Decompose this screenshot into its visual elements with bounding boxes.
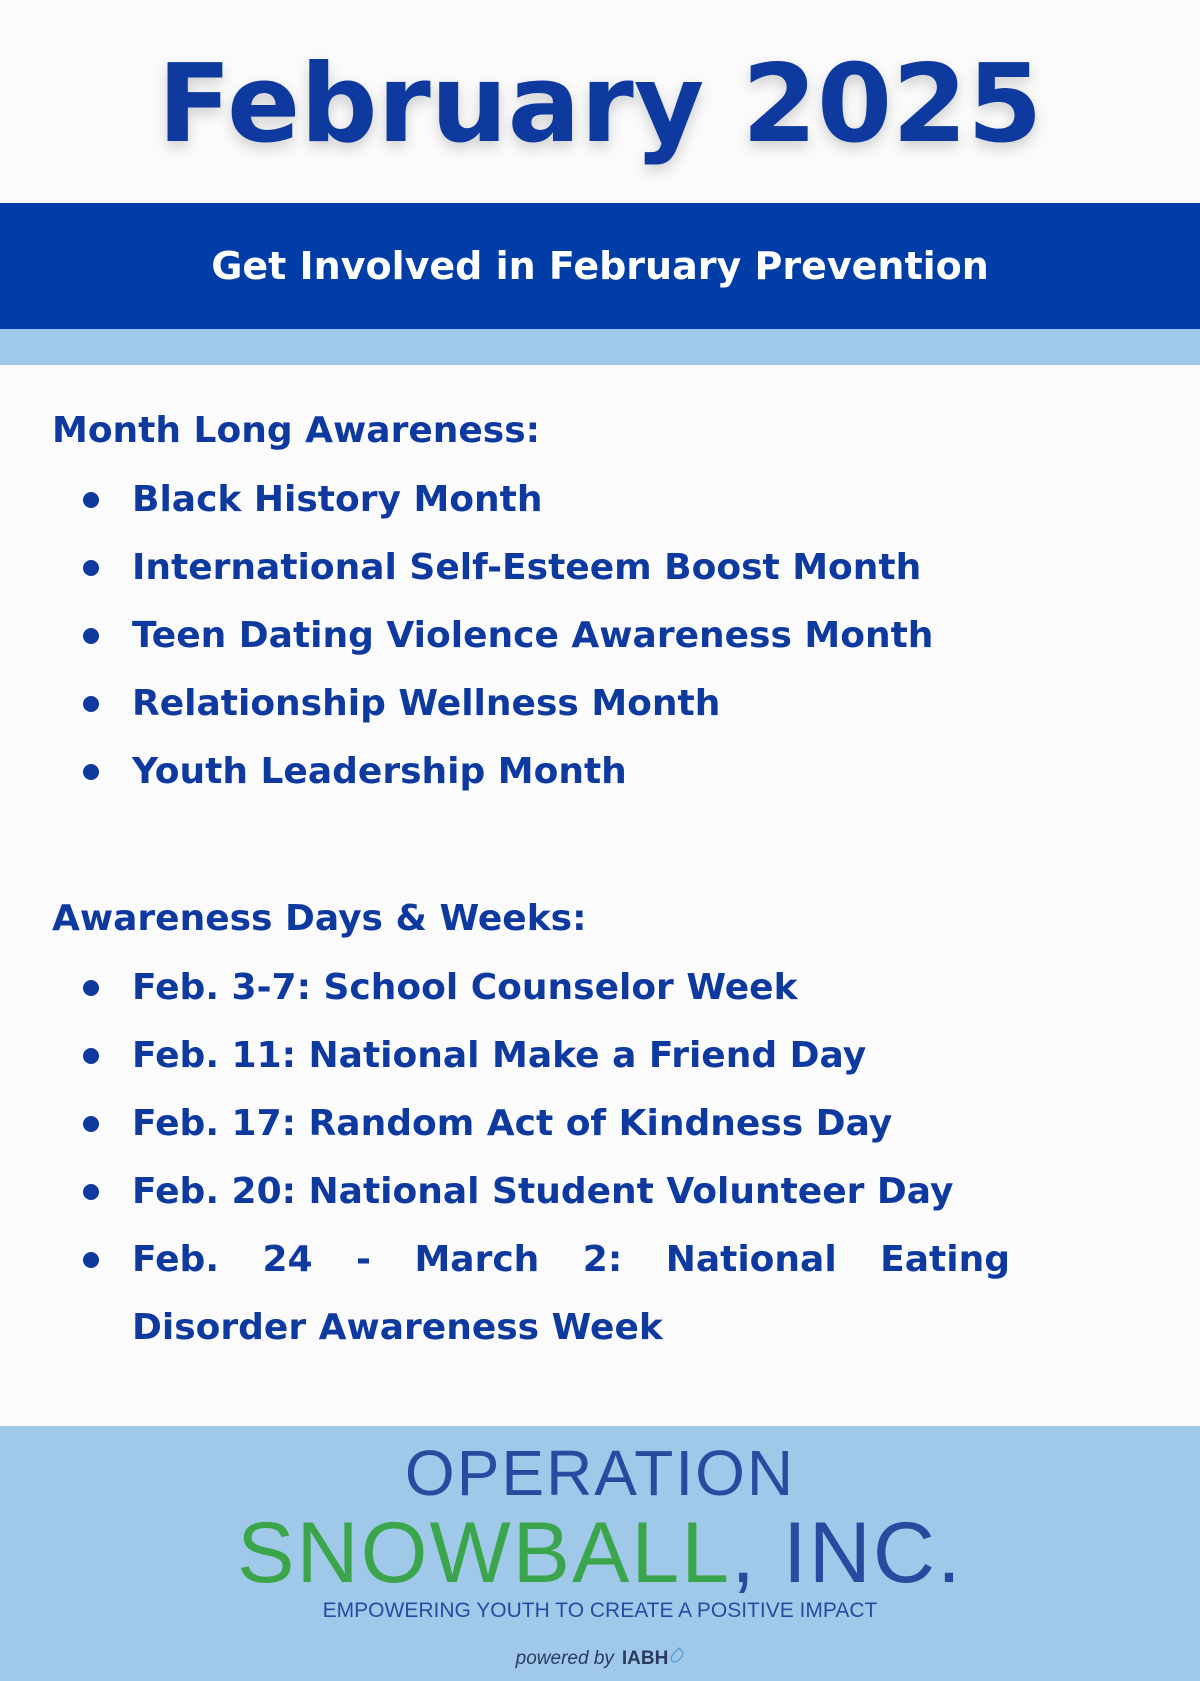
logo-snowball-word: SNOWBALL <box>237 1505 732 1601</box>
list-item <box>80 954 1010 1022</box>
list-item <box>80 670 1010 738</box>
bullet-icon <box>83 696 99 712</box>
bullet-icon <box>83 1252 99 1268</box>
list-item-text: Feb. 20: National Student Volunteer Day <box>132 1171 954 1212</box>
list-item-text: Feb. 3-7: School Counselor Week <box>132 967 798 1008</box>
list-item <box>80 1158 1010 1226</box>
list-item-text: Feb. 11: National Make a Friend Day <box>132 1035 867 1076</box>
powered-by <box>0 1645 1200 1672</box>
logo-inc: , INC. <box>731 1505 963 1601</box>
list-item-text: International Self-Esteem Boost Month <box>132 547 922 588</box>
powered-by-label: powered by <box>515 1648 614 1669</box>
logo-tagline: EMPOWERING YOUTH TO CREATE A POSITIVE IMPACT <box>322 1599 878 1622</box>
list-item-text: Relationship Wellness Month <box>132 683 721 724</box>
list-item-text: Youth Leadership Month <box>132 751 627 792</box>
list-item-text: Black History Month <box>132 479 543 520</box>
bullet-icon <box>83 560 99 576</box>
month-long-list <box>80 466 1010 806</box>
days-weeks-heading: Awareness Days & Weeks: <box>52 898 587 939</box>
bullet-icon <box>83 1184 99 1200</box>
days-weeks-list <box>80 954 1010 1362</box>
bullet-icon <box>83 1116 99 1132</box>
bullet-icon <box>83 628 99 644</box>
banner-stripe <box>0 329 1200 365</box>
droplet-icon <box>668 1647 686 1665</box>
list-item-text: Feb. 24 - March 2: National Eating Disorder Awareness Week <box>132 1239 1010 1348</box>
bullet-icon <box>83 764 99 780</box>
page-title: February 2025 <box>157 42 1043 167</box>
list-item <box>80 1226 1010 1362</box>
list-item <box>80 466 1010 534</box>
logo-snowball <box>0 1505 1200 1601</box>
bullet-icon <box>83 980 99 996</box>
month-long-heading: Month Long Awareness: <box>52 410 541 451</box>
list-item <box>80 602 1010 670</box>
banner-text: Get Involved in February Prevention <box>211 244 989 288</box>
header-banner <box>0 203 1200 329</box>
list-item <box>80 1022 1010 1090</box>
list-item-text: Feb. 17: Random Act of Kindness Day <box>132 1103 893 1144</box>
logo-operation: OPERATION <box>404 1437 796 1509</box>
bullet-icon <box>83 1048 99 1064</box>
list-item <box>80 1090 1010 1158</box>
powered-by-brand: IABH <box>621 1648 669 1669</box>
list-item <box>80 534 1010 602</box>
list-item <box>80 738 1010 806</box>
bullet-icon <box>83 492 99 508</box>
list-item-text: Teen Dating Violence Awareness Month <box>132 615 934 656</box>
